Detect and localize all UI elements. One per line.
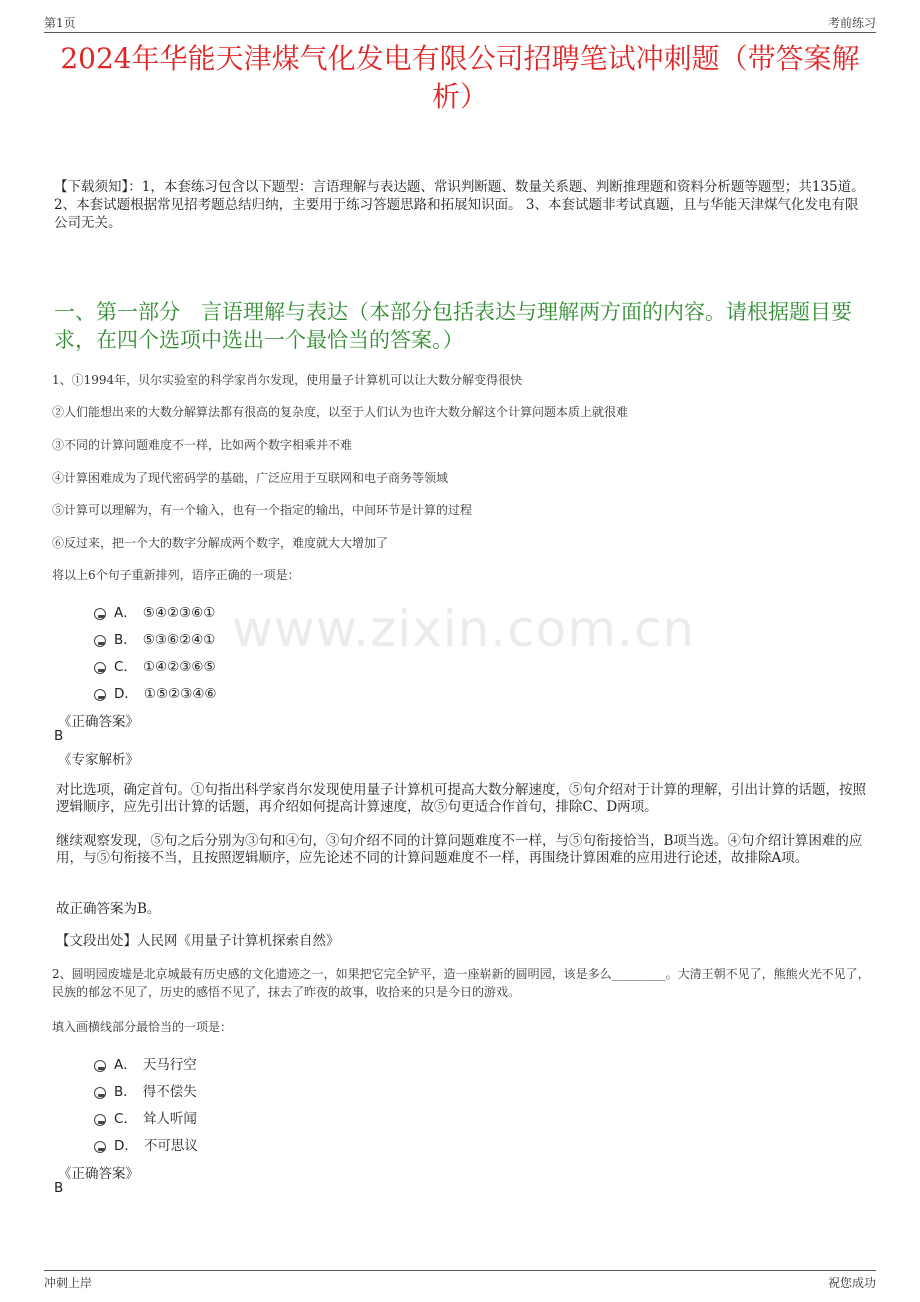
q1-analysis-p3: 故正确答案为B。 xyxy=(56,901,161,917)
watermark: www.zixin.com.cn xyxy=(232,600,696,658)
q1-analysis-heading: 《专家解析》 xyxy=(58,752,139,768)
header-tag: 考前练习 xyxy=(827,16,876,30)
radio-icon[interactable] xyxy=(94,1141,106,1153)
q2-prompt: 填入画横线部分最恰当的一项是： xyxy=(52,1020,233,1034)
q1-sentence-3: ③不同的计算问题难度不一样，比如两个数字相乘并不难 xyxy=(52,438,353,452)
radio-icon[interactable] xyxy=(94,608,106,620)
page-number: 第1页 xyxy=(44,16,76,30)
q1-analysis-p1: 对比选项，确定首句。①句指出科学家肖尔发现使用量子计算机可提高大数分解速度，⑤句介绍对于计算的理解，引出计算的话题，按照逻辑顺序，应先引出计算的话题，再介绍如何提高计算速度，故⑤句更适合作首句，排除C、D两项。 xyxy=(56,782,866,815)
radio-icon[interactable] xyxy=(94,689,106,701)
q2-option-a[interactable]: A． 天马行空 xyxy=(94,1053,197,1071)
q1-prompt: 将以上6个句子重新排列，语序正确的一项是： xyxy=(52,568,300,582)
q1-option-b[interactable]: B． ⑤③⑥②④① xyxy=(94,628,215,646)
q1-sentence-1: 1、①1994年，贝尔实验室的科学家肖尔发现，使用量子计算机可以让大数分解变得很快 xyxy=(52,373,523,387)
radio-icon[interactable] xyxy=(94,1114,106,1126)
footer-left: 冲刺上岸 xyxy=(44,1276,93,1290)
q1-source: 【文段出处】人民网《用量子计算机探索自然》 xyxy=(56,933,340,949)
page-header xyxy=(44,12,876,33)
document-title: 2024年华能天津煤气化发电有限公司招聘笔试冲刺题（带答案解析） xyxy=(60,42,860,113)
footer-right: 祝您成功 xyxy=(827,1276,876,1290)
q1-sentence-4: ④计算困难成为了现代密码学的基础，广泛应用于互联网和电子商务等领域 xyxy=(52,471,449,485)
q1-sentence-2: ②人们能想出来的大数分解算法都有很高的复杂度，以至于人们认为也许大数分解这个计算问题本质上就很难 xyxy=(52,405,629,419)
page-footer xyxy=(44,1270,876,1293)
q2-stem: 2、圆明园废墟是北京城最有历史感的文化遗迹之一，如果把它完全铲平，造一座崭新的圆明园，该是多么_________。大清王朝不见了，熊熊火光不见了，民族的郁忿不见了，历史的感悟不见了，抹去了昨夜的故事，收拾来的只是今日的游戏。 xyxy=(52,967,870,999)
q1-answer-heading: 《正确答案》 xyxy=(58,714,139,730)
q1-sentence-6: ⑥反过来，把一个大的数字分解成两个数字，难度就大大增加了 xyxy=(52,536,389,550)
q2-answer-heading: 《正确答案》 xyxy=(58,1166,139,1182)
q1-sentence-5: ⑤计算可以理解为，有一个输入，也有一个指定的输出，中间环节是计算的过程 xyxy=(52,503,473,517)
q2-option-b[interactable]: B． 得不偿失 xyxy=(94,1080,197,1098)
radio-icon[interactable] xyxy=(94,635,106,647)
q2-answer: B xyxy=(54,1180,64,1196)
section-heading: 一、第一部分 言语理解与表达（本部分包括表达与理解两方面的内容。请根据题目要求，在四个选项中选出一个最恰当的答案。） xyxy=(54,300,852,352)
q2-option-d[interactable]: D． 不可思议 xyxy=(94,1134,198,1152)
radio-icon[interactable] xyxy=(94,1087,106,1099)
radio-icon[interactable] xyxy=(94,1060,106,1072)
q1-analysis-p2: 继续观察发现，⑤句之后分别为③句和④句，③句介绍不同的计算问题难度不一样，与⑤句衔接恰当，B项当选。④句介绍计算困难的应用，与⑤句衔接不当，且按照逻辑顺序，应先论述不同的计算问题难度不一样，再围绕计算困难的应用进行论述，故排除A项。 xyxy=(56,833,863,866)
download-notice: 【下载须知】：1，本套练习包含以下题型：言语理解与表达题、常识判断题、数量关系题、判断推理题和资料分析题等题型；共135道。 2、本套试题根据常见招考题总结归纳，主要用于练习答题思路和拓展知识面。 3、本套试题非考试真题，且与华能天津煤气化发电有限公司无关。 xyxy=(54,179,865,231)
radio-icon[interactable] xyxy=(94,662,106,674)
q1-answer: B xyxy=(54,728,64,744)
q1-option-d[interactable]: D． ①⑤②③④⑥ xyxy=(94,682,217,700)
q1-option-c[interactable]: C． ①④②③⑥⑤ xyxy=(94,655,216,673)
q2-option-c[interactable]: C． 耸人听闻 xyxy=(94,1107,197,1125)
q1-option-a[interactable]: A． ⑤④②③⑥① xyxy=(94,601,215,619)
